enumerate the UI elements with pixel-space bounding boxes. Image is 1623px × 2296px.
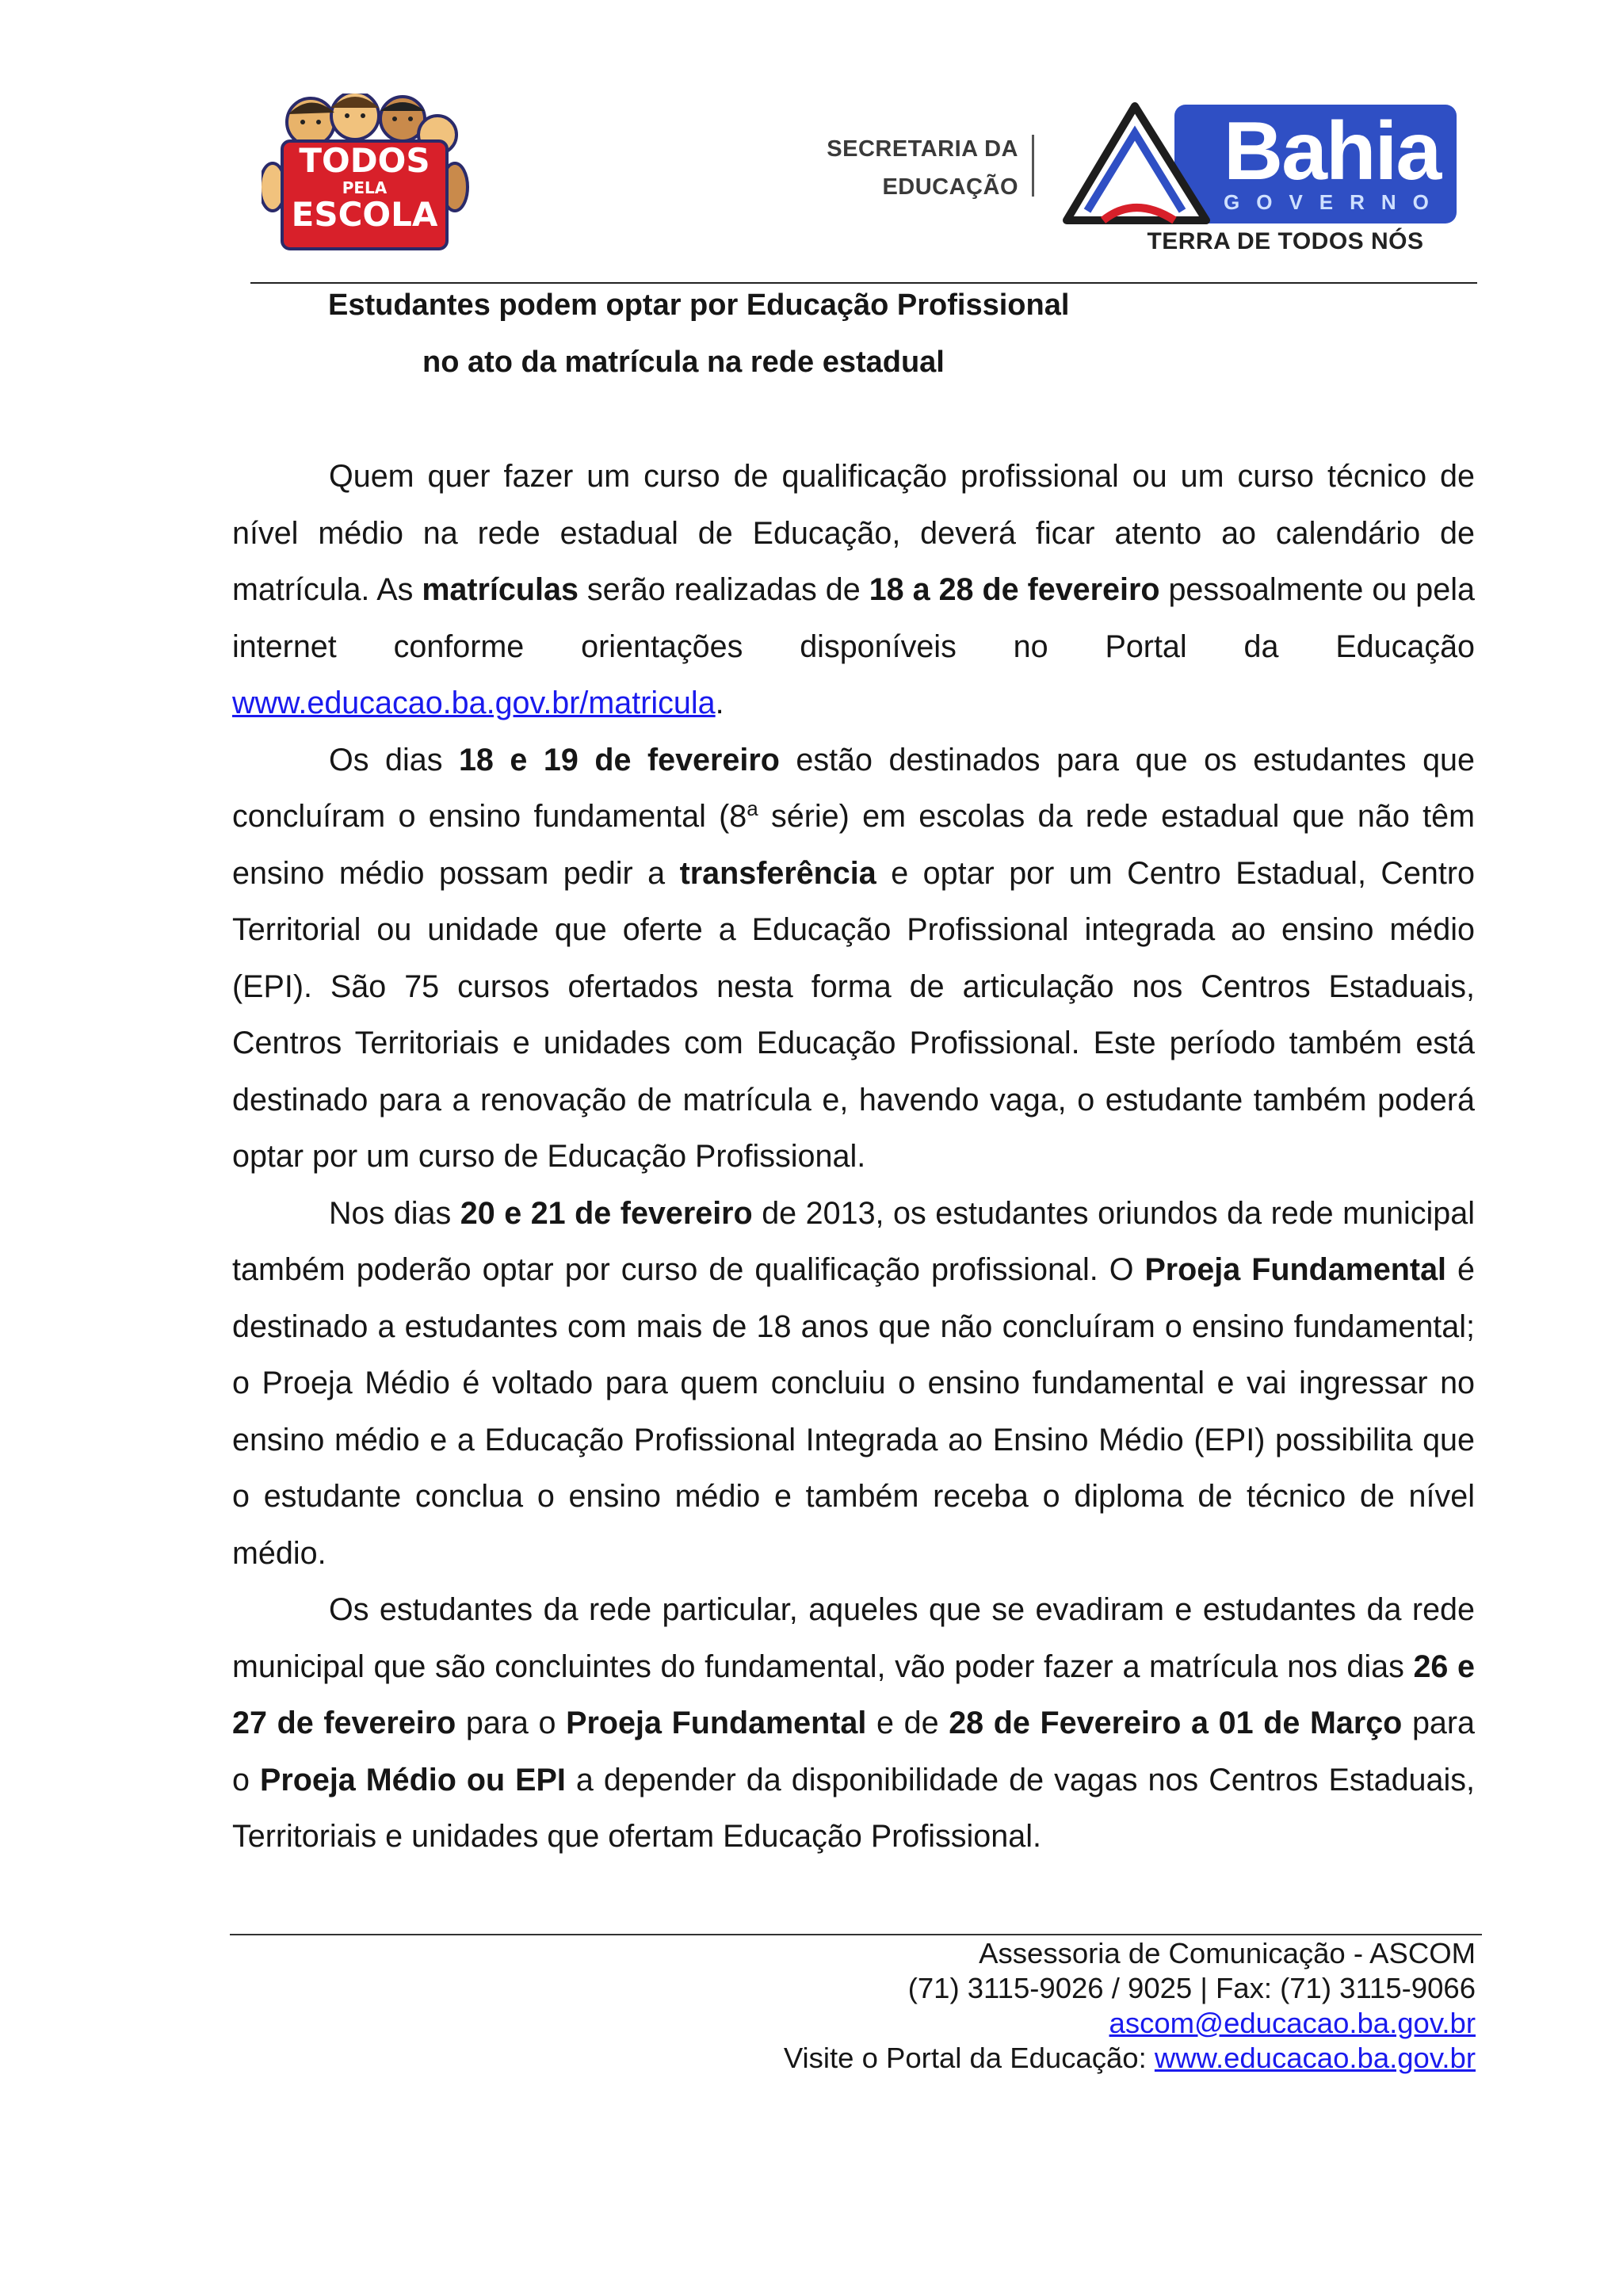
p3-bold-dates: 20 e 21 de fevereiro xyxy=(460,1195,753,1231)
p3-text-2: de 2013, os estudantes oriundos da rede municipal também poderão optar por curso de qualificação profissional. O xyxy=(232,1195,1476,1287)
paragraph-1 xyxy=(232,449,1475,732)
governo-wordmark: GOVERNO xyxy=(1224,190,1445,214)
headline-line2: no ato da matrícula na rede estadual xyxy=(422,346,945,379)
header-divider xyxy=(250,282,1477,284)
bahia-governo-logo xyxy=(1056,101,1458,260)
p3-text-3: é destinado a estudantes com mais de 18 anos que não concluíram o ensino fundamental; o Proeja Médio é voltado para quem concluiu o ensino fundamental e vai ingressar no ensino médio e a Educação Profissional Integrada ao Ensino Médio (EPI) possibilita que o estudante conclua o ensino médio e também receba o diploma de técnico de nível médio. xyxy=(232,1252,1475,1571)
p1-text-4: . xyxy=(715,686,724,720)
p1-text-3: pessoalmente ou pela internet conforme orientações disponíveis no Portal da Educação xyxy=(232,572,1475,664)
p4-text-1: Os estudantes da rede particular, aqueles que se evadiram e estudantes da rede municipal que são concluintes do fundamental, vão poder fazer a matrícula nos dias xyxy=(232,1592,1475,1684)
p4-bold-dates-2: 28 de Fevereiro a 01 de Março xyxy=(949,1706,1403,1740)
p1-text-2: serão realizadas de xyxy=(578,572,869,607)
p2-text-3: série) em escolas da rede estadual que não têm ensino médio possam pedir a xyxy=(232,799,1475,891)
footer-email-link[interactable]: ascom@educacao.ba.gov.br xyxy=(1109,2007,1476,2039)
footer-ascom: Assessoria de Comunicação - ASCOM xyxy=(979,1937,1476,1969)
p3-bold-proeja-fundamental: Proeja Fundamental xyxy=(1144,1252,1447,1287)
matricula-link[interactable]: www.educacao.ba.gov.br/matricula xyxy=(232,686,716,720)
secretaria-bahia-logo xyxy=(824,101,1458,260)
footer-divider xyxy=(230,1934,1482,1935)
p4-text-5: a depender da disponibilidade de vagas nos Centros Estaduais, Territoriais e unidades que ofertam Educação Profissional. xyxy=(232,1762,1475,1854)
footer-portal-label: Visite o Portal da Educação: xyxy=(783,2042,1155,2074)
paragraph-2 xyxy=(232,732,1475,1186)
p4-text-2: para o xyxy=(456,1706,567,1740)
bahia-slogan: TERRA DE TODOS NÓS xyxy=(1147,228,1424,254)
paragraph-4 xyxy=(232,1582,1475,1866)
p2-text-4: e optar por um Centro Estadual, Centro Territorial ou unidade que oferte a Educação Profissional integrada ao ensino médio (EPI). São 75 cursos ofertados nesta forma de articulação nos Centros Estaduais, Centros Territoriais e unidades com Educação Profissional. Este período também está destinado para a renovação de matrícula e, havendo vaga, o estudante também poderá optar por um curso de Educação Profissional. xyxy=(232,855,1475,1174)
p4-bold-dates-1: 26 e 27 de fevereiro xyxy=(232,1648,1475,1740)
p4-bold-proeja-medio: Proeja Médio ou EPI xyxy=(260,1762,566,1797)
todos-logo-line1: TODOS xyxy=(299,141,430,180)
p2-bold-dates: 18 e 19 de fevereiro xyxy=(458,742,780,777)
p1-text-1: Quem quer fazer um curso de qualificação profissional ou um curso técnico de nível médio na rede estadual de Educação, deverá ficar atento ao calendário de matrícula. As xyxy=(232,459,1475,607)
todos-logo-line3: ESCOLA xyxy=(291,195,438,234)
secretaria-line1: SECRETARIA DA xyxy=(827,136,1018,162)
p2-bold-transferencia: transferência xyxy=(679,855,876,891)
p4-text-4: para o xyxy=(232,1706,1476,1797)
p3-text-1: Nos dias xyxy=(329,1195,460,1231)
todos-logo-line2: PELA xyxy=(342,178,388,197)
article-body xyxy=(232,449,1475,1866)
p2-text-2: estão destinados para que os estudantes que concluíram o ensino fundamental (8 xyxy=(232,742,1475,834)
secretaria-educacao-text xyxy=(824,130,1018,206)
p1-bold-dates: 18 a 28 de fevereiro xyxy=(869,572,1160,607)
p2-superscript: a xyxy=(747,796,758,820)
footer-portal-link[interactable]: www.educacao.ba.gov.br xyxy=(1154,2042,1476,2074)
p2-text-1: Os dias xyxy=(329,742,459,777)
p1-bold-matriculas: matrículas xyxy=(422,572,579,607)
footer-phone: (71) 3115-9026 / 9025 | Fax: (71) 3115-9066 xyxy=(907,1972,1476,2004)
secretaria-line2: EDUCAÇÃO xyxy=(882,174,1018,200)
todos-pela-escola-logo xyxy=(262,94,469,252)
p4-text-3: e de xyxy=(866,1706,949,1740)
footer-contact xyxy=(287,1936,1476,2076)
headline-line1: Estudantes podem optar por Educação Profissional xyxy=(328,288,1070,322)
paragraph-3 xyxy=(232,1186,1475,1583)
p4-bold-proeja-fundamental: Proeja Fundamental xyxy=(566,1706,867,1740)
footer-portal xyxy=(287,2041,1476,2076)
logo-divider xyxy=(1032,135,1034,197)
bahia-wordmark: Bahia xyxy=(1224,105,1441,197)
